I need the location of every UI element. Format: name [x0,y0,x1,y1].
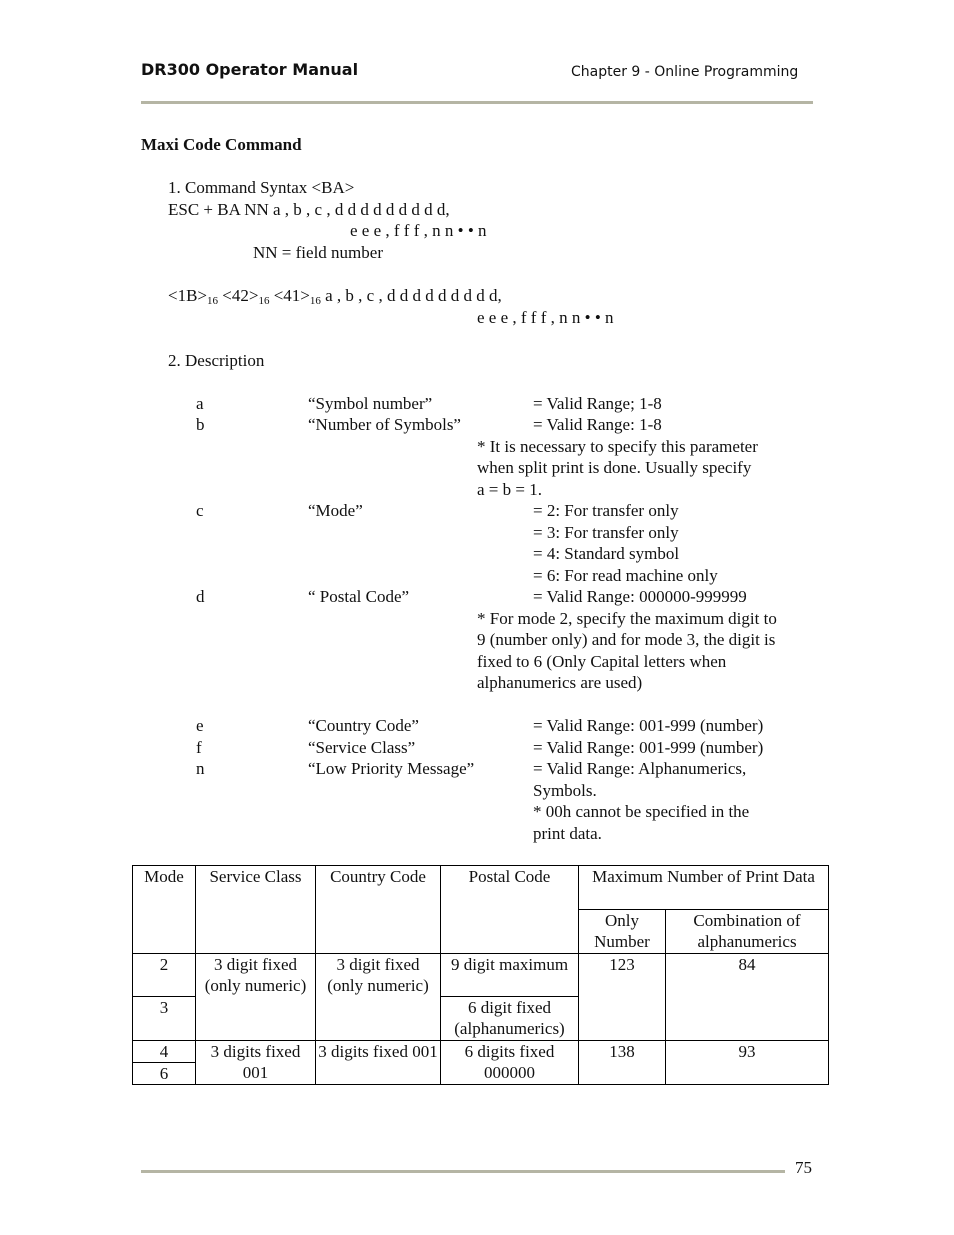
cell-service-class: 3 digit fixed (only numeric) [196,954,316,1041]
hex-base: 16 [258,295,270,307]
param-d-note: 9 (number only) and for mode 3, the digit is [477,630,776,649]
param-n-note: * 00h cannot be specified in the [533,802,750,821]
section-title: Maxi Code Command [141,135,302,154]
cell-mode: 4 [133,1041,196,1063]
param-a-name: “Symbol number” [308,394,433,413]
param-e-range: = Valid Range: 001-999 (number) [533,716,764,735]
header-combination-alphanumerics: Combination of alphanumerics [666,910,829,954]
manual-title: DR300 Operator Manual [141,60,359,79]
cell-combination: 93 [666,1041,829,1085]
header-mode: Mode [133,866,196,954]
param-n-note: print data. [533,824,602,843]
field-number-note: NN = field number [253,243,383,262]
param-n-name: “Low Priority Message” [308,759,475,778]
param-a-range: = Valid Range; 1-8 [533,394,662,413]
param-n-key: n [196,759,205,778]
param-d-range: = Valid Range: 000000-999999 [533,587,747,606]
param-b-note: * It is necessary to specify this parameter [477,437,758,456]
syntax-line-2: e e e , f f f , n n • • n [350,221,487,240]
param-b-range: = Valid Range: 1-8 [533,415,662,434]
cell-mode: 2 [133,954,196,997]
param-c-key: c [196,501,204,520]
syntax-heading: 1. Command Syntax <BA> [168,178,355,197]
param-c-value: = 3: For transfer only [533,523,679,542]
param-c-name: “Mode” [308,501,363,520]
header-rule [141,101,813,104]
cell-postal-code: 6 digit fixed (alphanumerics) [441,997,579,1041]
param-b-key: b [196,415,205,434]
cell-country-code: 3 digit fixed (only numeric) [316,954,441,1041]
param-e-name: “Country Code” [308,716,419,735]
param-e-key: e [196,716,204,735]
param-n-note: Symbols. [533,781,597,800]
hex-base: 16 [309,295,321,307]
syntax-line-1: ESC + BA NN a , b , c , d d d d d d d d d, [168,200,450,219]
page-number: 75 [795,1158,812,1177]
description-heading: 2. Description [168,351,265,370]
hex-params: a , b , c , d d d d d d d d d, [320,286,502,305]
header-postal-code: Postal Code [441,866,579,954]
param-d-key: d [196,587,205,606]
param-b-name: “Number of Symbols” [308,415,461,434]
cell-postal-code: 9 digit maximum [441,954,579,997]
param-f-key: f [196,738,202,757]
hex-a: <41> [269,286,310,305]
cell-mode: 6 [133,1063,196,1085]
hex-esc: <1B> [168,286,208,305]
param-b-note: when split print is done. Usually specify [477,458,752,477]
maxi-code-mode-table [132,865,829,1085]
cell-only-number: 123 [579,954,666,1041]
hex-base: 16 [207,295,219,307]
cell-mode: 3 [133,997,196,1041]
footer-rule [141,1170,785,1173]
param-c-value: = 6: For read machine only [533,566,718,585]
cell-postal-code: 6 digits fixed 000000 [441,1041,579,1085]
param-d-note: alphanumerics are used) [477,673,643,692]
param-a-key: a [196,394,204,413]
cell-combination: 84 [666,954,829,1041]
param-d-name: “ Postal Code” [308,587,410,606]
param-c-value: = 2: For transfer only [533,501,679,520]
hex-b: <42> [218,286,259,305]
header-country-code: Country Code [316,866,441,954]
param-n-range: = Valid Range: Alphanumerics, [533,759,747,778]
hex-syntax-line-1 [168,285,502,312]
param-b-note: a = b = 1. [477,480,542,499]
header-max-print-data: Maximum Number of Print Data [579,866,829,910]
chapter-title: Chapter 9 - Online Programming [571,64,799,80]
header-only-number: Only Number [579,910,666,954]
param-d-note: fixed to 6 (Only Capital letters when [477,652,727,671]
cell-only-number: 138 [579,1041,666,1085]
param-f-range: = Valid Range: 001-999 (number) [533,738,764,757]
cell-country-code: 3 digits fixed 001 [316,1041,441,1085]
header-service-class: Service Class [196,866,316,954]
hex-syntax-line-2: e e e , f f f , n n • • n [477,308,614,327]
param-c-value: = 4: Standard symbol [533,544,680,563]
cell-service-class: 3 digits fixed 001 [196,1041,316,1085]
param-f-name: “Service Class” [308,738,416,757]
param-d-note: * For mode 2, specify the maximum digit to [477,609,777,628]
